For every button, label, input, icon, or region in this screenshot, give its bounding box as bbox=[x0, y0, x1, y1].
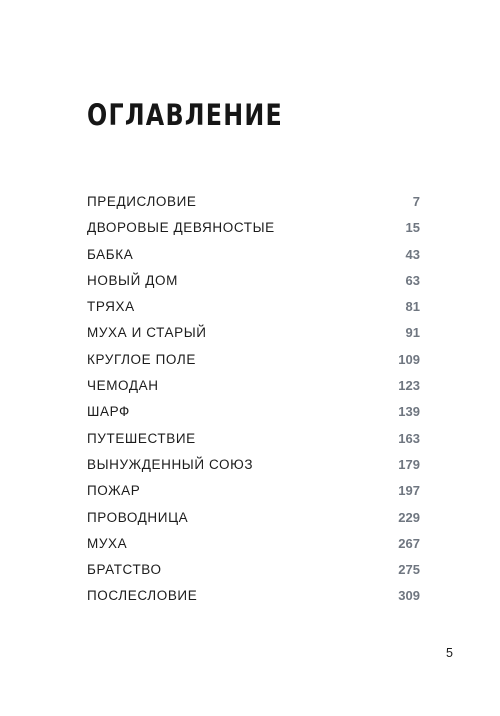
toc-entry[interactable] bbox=[87, 557, 420, 583]
toc-entry-title: ПОЖАР bbox=[87, 483, 141, 499]
toc-entry[interactable] bbox=[87, 347, 420, 373]
toc-entry-page-number: 91 bbox=[405, 325, 420, 341]
toc-entry-title: ПОСЛЕСЛОВИЕ bbox=[87, 588, 198, 604]
toc-list bbox=[87, 189, 420, 610]
toc-entry[interactable] bbox=[87, 242, 420, 268]
toc-entry[interactable] bbox=[87, 583, 420, 609]
toc-entry-title: ТРЯХА bbox=[87, 299, 135, 315]
toc-entry[interactable] bbox=[87, 294, 420, 320]
toc-entry-page-number: 7 bbox=[412, 194, 420, 209]
toc-entry-page-number: 81 bbox=[405, 299, 420, 315]
toc-entry-title: НОВЫЙ ДОМ bbox=[87, 272, 178, 288]
toc-entry-page-number: 275 bbox=[398, 562, 420, 578]
toc-entry-title: ЧЕМОДАН bbox=[87, 378, 159, 394]
toc-entry-title: КРУГЛОЕ ПОЛЕ bbox=[87, 351, 196, 367]
toc-entry[interactable] bbox=[87, 373, 420, 399]
toc-entry-page-number: 43 bbox=[405, 246, 420, 262]
toc-entry[interactable] bbox=[87, 531, 420, 557]
toc-entry-page-number: 163 bbox=[398, 430, 420, 446]
page-number: 5 bbox=[446, 646, 453, 660]
toc-entry-page-number: 267 bbox=[398, 535, 420, 551]
toc-entry[interactable] bbox=[87, 426, 420, 452]
toc-entry-page-number: 109 bbox=[398, 351, 420, 367]
toc-entry[interactable] bbox=[87, 268, 420, 294]
toc-entry-page-number: 309 bbox=[398, 588, 420, 604]
toc-entry-title: ПУТЕШЕСТВИЕ bbox=[87, 430, 196, 446]
toc-entry[interactable] bbox=[87, 189, 420, 215]
toc-entry-title: МУХА bbox=[87, 535, 128, 551]
toc-entry-page-number: 179 bbox=[398, 456, 420, 472]
toc-entry-title: ШАРФ bbox=[87, 404, 130, 420]
toc-entry[interactable] bbox=[87, 399, 420, 425]
toc-entry[interactable] bbox=[87, 215, 420, 241]
toc-entry-title: ДВОРОВЫЕ ДЕВЯНОСТЫЕ bbox=[87, 220, 275, 236]
toc-entry[interactable] bbox=[87, 478, 420, 504]
toc-entry-page-number: 229 bbox=[398, 509, 420, 525]
toc-entry[interactable] bbox=[87, 505, 420, 531]
toc-entry-page-number: 123 bbox=[398, 378, 420, 394]
toc-entry-page-number: 15 bbox=[405, 220, 420, 236]
toc-entry-title: ПРОВОДНИЦА bbox=[87, 509, 189, 525]
toc-entry-title: ПРЕДИСЛОВИЕ bbox=[87, 194, 197, 209]
toc-entry-page-number: 63 bbox=[405, 272, 420, 288]
toc-entry-title: МУХА И СТАРЫЙ bbox=[87, 325, 207, 341]
toc-entry[interactable] bbox=[87, 320, 420, 346]
toc-heading: ОГЛАВЛЕНИЕ bbox=[87, 98, 283, 132]
toc-entry-title: БАБКА bbox=[87, 246, 134, 262]
toc-entry-page-number: 197 bbox=[398, 483, 420, 499]
toc-entry-title: БРАТСТВО bbox=[87, 562, 162, 578]
toc-entry-title: ВЫНУЖДЕННЫЙ СОЮЗ bbox=[87, 456, 254, 472]
toc-entry[interactable] bbox=[87, 452, 420, 478]
toc-entry-page-number: 139 bbox=[398, 404, 420, 420]
